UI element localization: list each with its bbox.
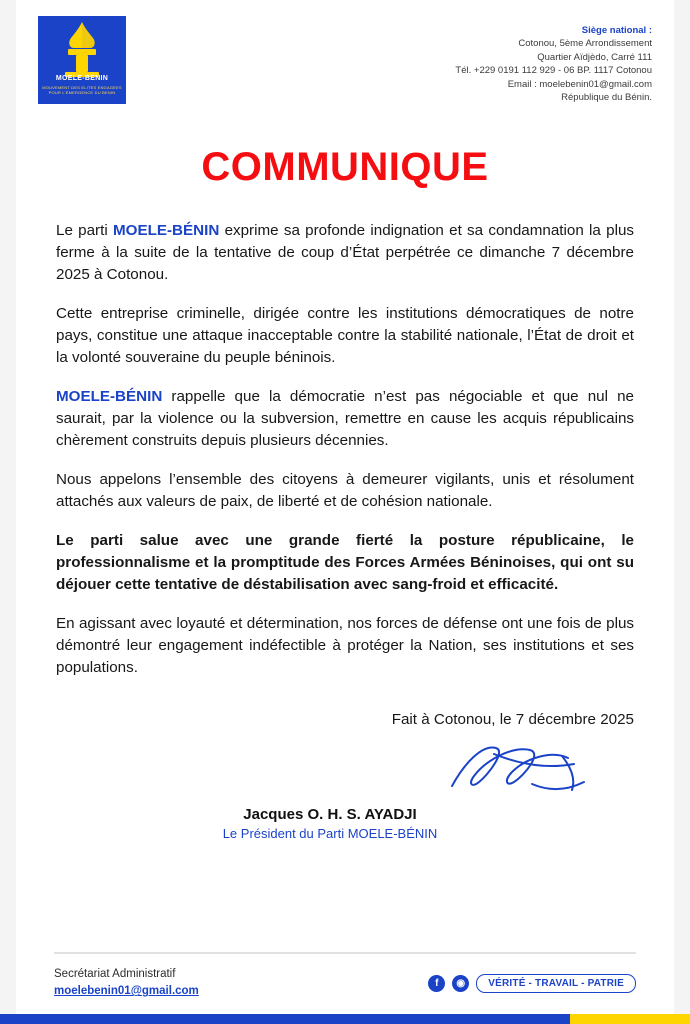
paragraph-text: rappelle que la démocratie n’est pas négociable et que nul ne saurait, par la violence ou la subversion, remettre en cause les acquis républicains chèrement construits depuis plusieurs décennies. <box>56 388 634 450</box>
party-motto: VÉRITÉ - TRAVAIL - PATRIE <box>476 974 636 993</box>
party-logo <box>38 16 126 104</box>
address-line: République du Bénin. <box>561 92 652 104</box>
bottom-bar-yellow <box>570 1014 690 1024</box>
bottom-bar-blue <box>0 1014 570 1024</box>
footer-social-and-motto <box>428 974 636 993</box>
logo-subtitle: MOUVEMENT DES ELITES ENGAGEES POUR L'EMERGENCE DU BENIN <box>42 85 122 95</box>
party-name-highlight: MOELE-BÉNIN <box>56 388 163 406</box>
address-line: Quartier Aïdjèdo, Carré 111 <box>537 51 652 63</box>
signatory-role: Le Président du Parti MOELE-BÉNIN <box>222 826 438 842</box>
paragraph <box>56 469 634 513</box>
address-line: Tél. +229 0191 112 929 - 06 BP. 1117 Cotonou <box>455 65 652 77</box>
header-address <box>455 16 652 105</box>
paragraph-text: Le parti <box>56 221 113 239</box>
footer-department: Secrétariat Administratif <box>54 968 176 980</box>
footer-divider <box>54 952 636 954</box>
paragraph <box>56 303 634 369</box>
footer-contact <box>54 966 199 1001</box>
place-and-date: Fait à Cotonou, le 7 décembre 2025 <box>391 711 634 729</box>
party-name-highlight: MOELE-BÉNIN <box>112 221 220 239</box>
handwritten-signature <box>434 734 604 804</box>
signature-block <box>16 711 674 841</box>
footer-email[interactable]: moelebenin01@gmail.com <box>54 985 199 998</box>
document-body <box>16 220 674 680</box>
paragraph-text: En agissant avec loyauté et détermination, nos forces de défense ont une fois de plus démontré leur engagement indéfectible à protéger la Nation, ses institutions et ses populations. <box>56 615 634 677</box>
instagram-icon[interactable]: ◉ <box>452 975 469 992</box>
address-title: Siège national : <box>581 25 652 36</box>
document-header <box>16 0 674 105</box>
logo-name: MOELE-BENIN <box>55 75 109 82</box>
paragraph-text: Le parti salue avec une grande fierté la posture républicaine, le professionnalisme et la promptitude des Forces Armées Béninoises, qui ont su déjouer cette tentative de déstabilisation avec sang-froid et efficacité. <box>56 532 634 594</box>
paragraph-emphasis <box>56 530 634 596</box>
paragraph-text: Cette entreprise criminelle, dirigée contre les institutions démocratiques de notre pays, constitue une attaque inacceptable contre la stabilité nationale, l’État de droit et la volonté souveraine du peuple béninois. <box>56 305 634 367</box>
document-footer <box>32 944 658 1024</box>
address-line: Cotonou, 5ème Arrondissement <box>518 38 652 50</box>
page-title: COMMUNIQUE <box>201 144 489 189</box>
signatory-name: Jacques O. H. S. AYADJI <box>243 806 417 824</box>
paragraph <box>56 220 634 286</box>
paragraph <box>56 386 634 452</box>
paragraph <box>56 613 634 679</box>
right-edge-bar <box>674 0 690 1024</box>
paragraph-text: exprime sa profonde indignation et sa condamnation la plus ferme à la suite de la tentative de coup d’État perpétrée ce dimanche 7 décembre 2025 à Cotonou. <box>56 221 634 283</box>
address-line: Email : moelebenin01@gmail.com <box>507 78 652 90</box>
left-edge-bar <box>0 0 16 1024</box>
document-sheet <box>16 0 674 1024</box>
facebook-icon[interactable]: f <box>428 975 445 992</box>
paragraph-text: Nous appelons l’ensemble des citoyens à demeurer vigilants, unis et résolument attachés aux valeurs de paix, de liberté et de cohésion nationale. <box>56 471 634 511</box>
bottom-color-bar <box>0 1014 690 1024</box>
